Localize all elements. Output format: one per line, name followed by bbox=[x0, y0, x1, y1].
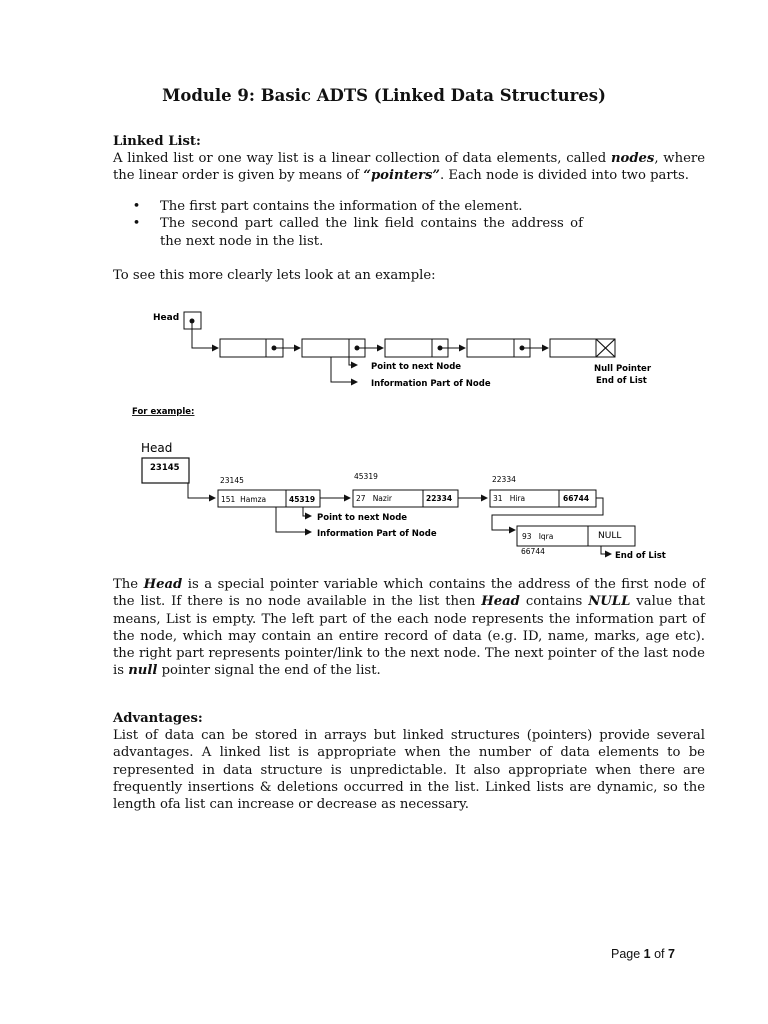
page-number bbox=[611, 947, 675, 961]
linked-list-heading: Linked List: bbox=[113, 134, 201, 149]
intro-nodes-term: nodes bbox=[610, 151, 655, 166]
head-label: Head bbox=[141, 441, 173, 455]
page-title: Module 9: Basic ADTS (Linked Data Structures) bbox=[162, 86, 606, 105]
head-label: Head bbox=[153, 313, 180, 323]
end-of-list-text: End of List bbox=[615, 551, 666, 561]
bullet-text: The first part contains the information of the element. bbox=[160, 199, 523, 214]
node-4 bbox=[467, 339, 530, 357]
head-text-2: is a special pointer variable which contains the address of the first node of the list. If there is no node available in the list then bbox=[113, 577, 705, 610]
page-total: 7 bbox=[668, 947, 675, 961]
node-info: 31 Hira bbox=[493, 494, 526, 503]
node-address: 66744 bbox=[521, 547, 545, 556]
head-text-4: value that means, List is empty. The left part of the each node represents the information part of the node, which may contain an entire record of data (e.g. ID, name, marks, age etc). the right part represents pointer/link to the next node. The next pointer of the last node is bbox=[113, 594, 706, 679]
null-term-1: NULL bbox=[588, 594, 631, 610]
head-term-1: Head bbox=[143, 577, 183, 592]
node-1 bbox=[220, 339, 283, 357]
node-address: 23145 bbox=[220, 476, 244, 485]
node-2 bbox=[302, 339, 365, 357]
head-term-2: Head bbox=[481, 594, 520, 610]
pointer-callout-arrow bbox=[349, 357, 357, 365]
advantages-heading: Advantages: bbox=[113, 711, 203, 726]
node-next: 45319 bbox=[289, 495, 316, 504]
list-item bbox=[113, 198, 583, 215]
linked-list-diagram bbox=[0, 300, 768, 400]
callout-info-text: Information Part of Node bbox=[317, 529, 437, 539]
node-next: 66744 bbox=[563, 494, 590, 503]
end-of-list-arrow bbox=[601, 546, 611, 554]
info-callout-arrow bbox=[331, 357, 357, 382]
intro-text-1: A linked list or one way list is a linear collection of data elements, called bbox=[113, 151, 611, 166]
callout-pointer-text: Point to next Node bbox=[317, 513, 408, 523]
node-info: 151 Hamza bbox=[221, 495, 267, 504]
page-prefix: Page bbox=[611, 947, 644, 961]
bullet-list bbox=[113, 198, 583, 250]
head-arrow bbox=[188, 483, 215, 498]
head-explanation-paragraph bbox=[113, 576, 705, 680]
intro-text-3: . Each node is divided into two parts. bbox=[440, 168, 689, 184]
node-next: 22334 bbox=[426, 494, 453, 503]
head-text-3: contains bbox=[519, 594, 589, 610]
end-of-list-text: End of List bbox=[596, 376, 647, 386]
linked-list-intro bbox=[113, 150, 705, 185]
node-address: 22334 bbox=[492, 475, 516, 484]
page-middle: of bbox=[650, 947, 668, 961]
page-current: 1 bbox=[643, 947, 651, 961]
head-text-1: The bbox=[113, 577, 144, 592]
pointer-callout-arrow bbox=[303, 507, 311, 516]
head-text-5: pointer signal the end of the list. bbox=[157, 663, 381, 679]
node-5-null bbox=[550, 339, 615, 357]
null-pointer-text: Null Pointer bbox=[594, 364, 652, 374]
info-callout-arrow bbox=[276, 507, 311, 532]
callout-info-text: Information Part of Node bbox=[371, 379, 491, 389]
bullet-text: The second part called the link field contains the address of the next node in the list. bbox=[160, 216, 583, 249]
example-linked-list-diagram bbox=[0, 400, 768, 565]
advantages-paragraph: List of data can be stored in arrays but linked structures (pointers) provide several advantages. A linked list is appropriate when the number of data elements to be represented in data structure is unpredictable. It also appropriate when there are frequently insertions & deletions occurred in the list. Linked lists are dynamic, so the length ofa list can increase or decrease as necessary. bbox=[113, 728, 705, 813]
list-item bbox=[113, 215, 583, 250]
for-example-heading: For example: bbox=[132, 407, 195, 417]
intro-pointers-term: “pointers” bbox=[363, 168, 441, 184]
null-term-2: null bbox=[128, 663, 158, 679]
node-next-null: NULL bbox=[598, 531, 622, 541]
head-value: 23145 bbox=[150, 463, 180, 473]
example-intro: To see this more clearly lets look at an example: bbox=[113, 268, 436, 283]
node-3 bbox=[385, 339, 448, 357]
bullet-icon: • bbox=[132, 216, 141, 232]
bullet-icon: • bbox=[132, 199, 141, 214]
intro-text-2: , where the linear order is given by means of bbox=[113, 151, 706, 184]
node-info: 27 Nazir bbox=[356, 494, 393, 503]
node-info: 93 Iqra bbox=[522, 532, 554, 541]
callout-pointer-text: Point to next Node bbox=[371, 362, 462, 372]
node-address: 45319 bbox=[354, 472, 378, 481]
